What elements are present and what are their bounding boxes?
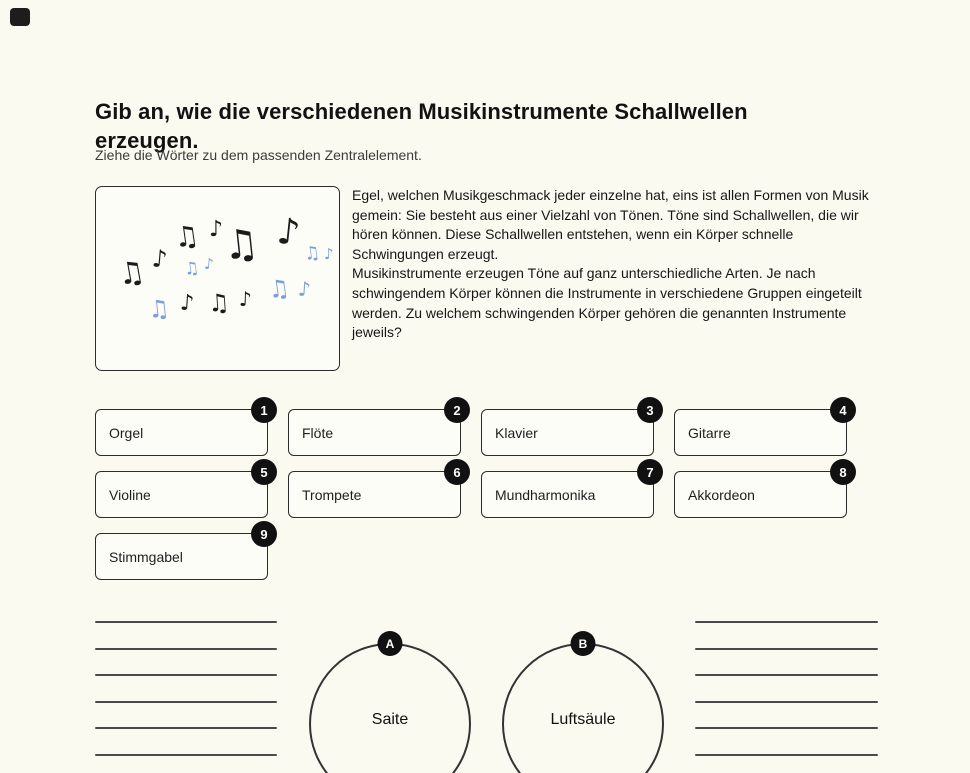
rule-line[interactable] (95, 701, 277, 703)
music-note-icon: ♫ (207, 288, 231, 318)
rule-line[interactable] (695, 727, 878, 729)
rule-line[interactable] (95, 754, 277, 756)
music-note-icon: ♪ (150, 244, 169, 274)
word-label: Trompete (302, 486, 362, 503)
rule-line[interactable] (695, 621, 878, 623)
word-number-badge: 5 (251, 459, 277, 485)
word-tile-stimmgabel[interactable] (95, 526, 268, 580)
target-circle-luftsaeule[interactable] (502, 636, 664, 773)
word-number-badge: 8 (830, 459, 856, 485)
intro-text (352, 186, 882, 343)
music-note-icon: ♫ (115, 253, 148, 294)
music-note-icon: ♪ (324, 245, 334, 263)
rule-line[interactable] (695, 648, 878, 650)
rule-line[interactable] (695, 674, 878, 676)
activity-instruction: Ziehe die Wörter zu dem passenden Zentralelement. (95, 147, 422, 163)
music-note-icon: ♪ (203, 254, 215, 274)
music-note-icon: ♪ (297, 276, 312, 302)
drop-area-right-lines (695, 621, 878, 773)
target-letter-badge: A (378, 631, 403, 656)
music-note-icon: ♪ (238, 286, 253, 312)
word-tile-klavier[interactable] (481, 402, 654, 456)
intro-paragraph-2: Musikinstrumente erzeugen Töne auf ganz unterschiedliche Arten. Je nach schwingendem Körper können die Instrumente in verschiedene Gruppen eingeteilt werden. Zu welchem schwingenden Körper gehören die genannten Instrumente jeweils? (352, 265, 862, 341)
music-note-icon: ♫ (171, 218, 202, 255)
word-tile-orgel[interactable] (95, 402, 268, 456)
word-tile-akkordeon[interactable] (674, 464, 847, 518)
activity-title: Gib an, wie die verschiedenen Musikinstrumente Schallwellen erzeugen. (95, 98, 748, 153)
word-number-badge: 6 (444, 459, 470, 485)
target-letter-badge: B (571, 631, 596, 656)
music-note-icon: ♫ (182, 258, 201, 280)
music-note-icon: ♫ (146, 293, 171, 325)
rule-line[interactable] (95, 674, 277, 676)
word-label: Gitarre (688, 424, 731, 441)
rule-line[interactable] (95, 727, 277, 729)
music-note-icon: ♪ (274, 210, 303, 255)
word-tile-trompete[interactable] (288, 464, 461, 518)
word-number-badge: 9 (251, 521, 277, 547)
music-note-icon: ♫ (220, 220, 262, 270)
word-tile-gitarre[interactable] (674, 402, 847, 456)
word-label: Violine (109, 486, 151, 503)
word-number-badge: 4 (830, 397, 856, 423)
target-label: Luftsäule (550, 711, 616, 728)
word-label: Stimmgabel (109, 548, 183, 565)
music-note-icon: ♫ (302, 241, 322, 266)
music-notes-image (95, 186, 340, 371)
rule-line[interactable] (95, 621, 277, 623)
word-tile-violine[interactable] (95, 464, 268, 518)
word-label: Mundharmonika (495, 486, 596, 503)
word-label: Flöte (302, 424, 334, 441)
app-icon (10, 8, 30, 26)
word-label: Klavier (495, 424, 538, 441)
word-bank (95, 402, 847, 580)
rule-line[interactable] (695, 701, 878, 703)
music-note-icon: ♪ (209, 217, 224, 242)
word-label: Akkordeon (688, 486, 755, 503)
target-circle-saite[interactable] (309, 636, 471, 773)
word-number-badge: 2 (444, 397, 470, 423)
rule-line[interactable] (95, 648, 277, 650)
target-label: Saite (371, 711, 409, 728)
word-label: Orgel (109, 424, 144, 441)
word-number-badge: 3 (637, 397, 663, 423)
rule-line[interactable] (695, 754, 878, 756)
word-tile-mundharmonika[interactable] (481, 464, 654, 518)
music-note-icon: ♫ (266, 273, 292, 305)
word-tile-flöte[interactable] (288, 402, 461, 456)
drop-area-left-lines (95, 621, 277, 773)
intro-paragraph-1: Egel, welchen Musikgeschmack jeder einzelne hat, eins ist allen Formen von Musik gemein: Sie besteht aus einer Vielzahl von Tönen. Töne sind Schallwellen, die wir hören können. Diese Schallwellen entstehen, wenn ein Körper schnelle Schwingungen erzeugt. (352, 187, 869, 262)
music-note-icon: ♪ (179, 290, 195, 317)
word-number-badge: 1 (251, 397, 277, 423)
word-number-badge: 7 (637, 459, 663, 485)
